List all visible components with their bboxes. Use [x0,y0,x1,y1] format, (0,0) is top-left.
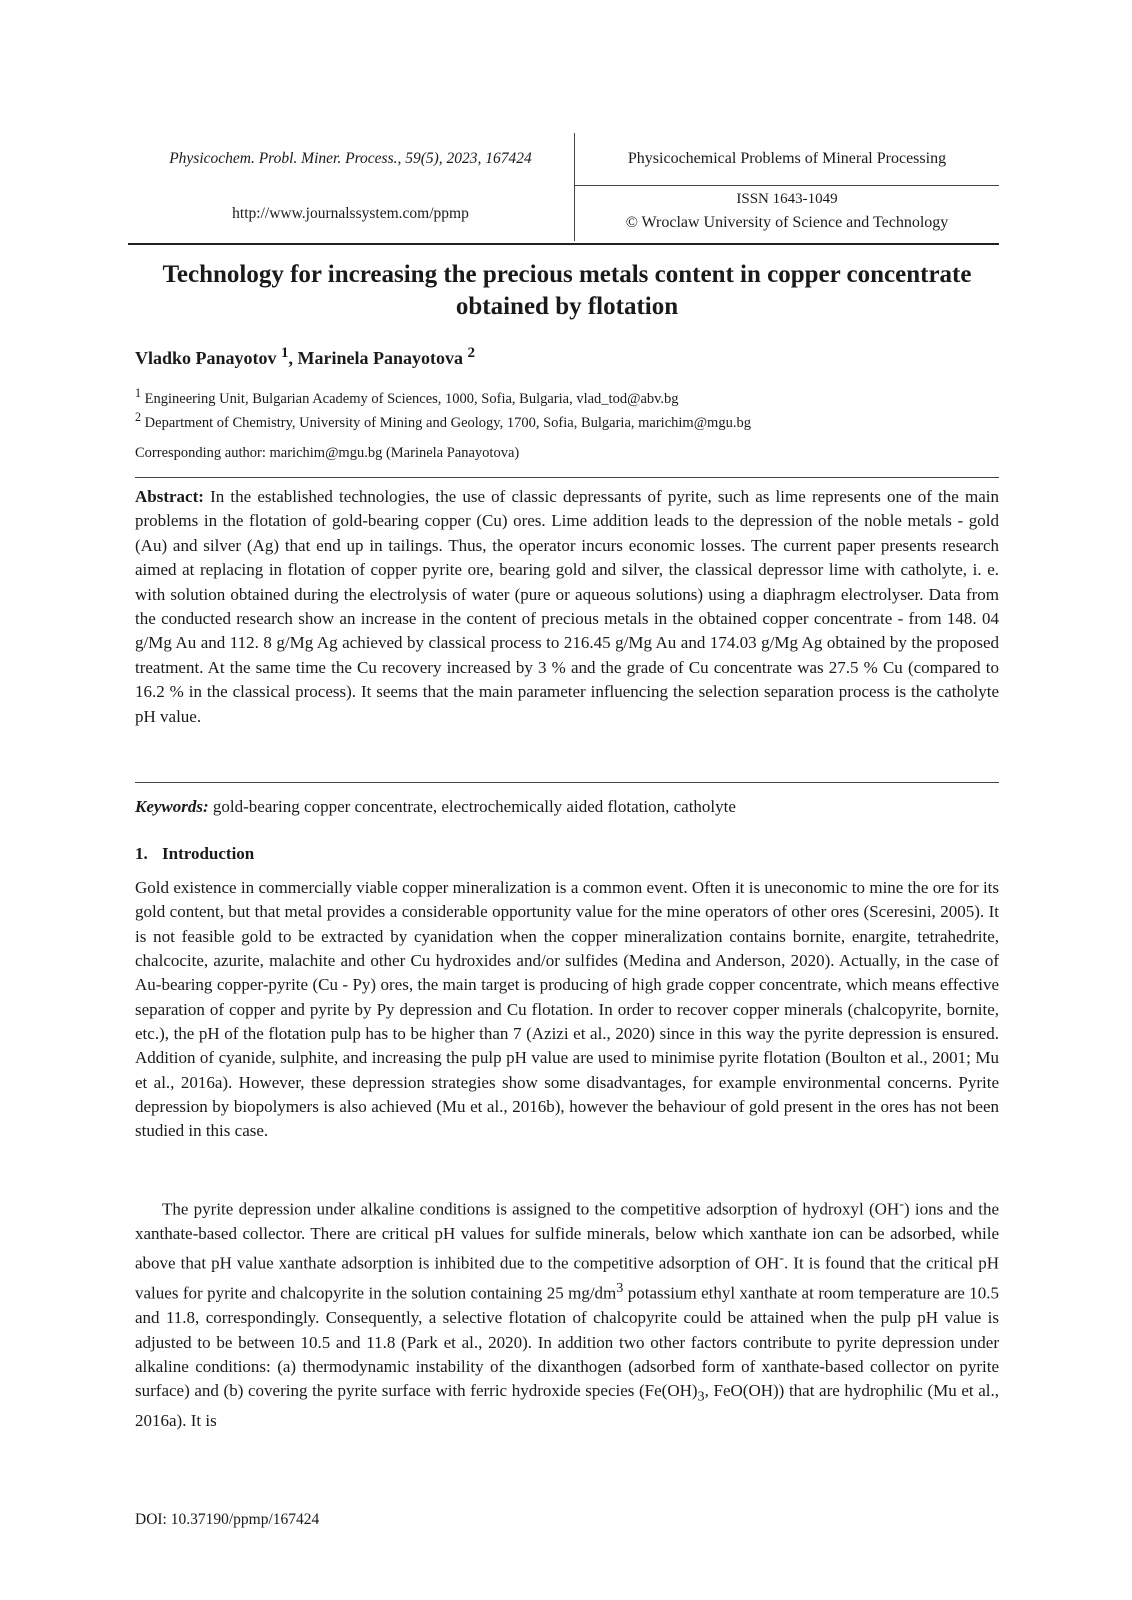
section-title: Introduction [162,844,255,863]
doi-footer: DOI: 10.37190/ppmp/167424 [135,1511,320,1528]
keywords-text: gold-bearing copper concentrate, electrochemically aided flotation, catholyte [212,797,736,816]
affiliation-mark: 1 [135,386,142,400]
affiliation-text: Engineering Unit, Bulgarian Academy of Sciences, 1000, Sofia, Bulgaria, vlad_tod@abv.bg [144,390,679,407]
journal-issn: ISSN 1643-1049 [736,191,838,207]
journal-copyright: © Wroclaw University of Science and Technology [625,214,949,231]
journal-header [128,133,999,245]
affiliation-1 [135,386,679,408]
header-right-cell [575,133,999,241]
header-inner-rule [575,185,999,186]
section-number: 1. [135,844,148,863]
superscript: 3 [616,1280,624,1297]
paragraph-text: potassium ethyl xanthate at room temperature are 10.5 and 11.8, correspondingly. Consequently, a selective flotation of chalcopyrite could be attained when the pulp pH value is adjusted to be between 10.5 and 11.8 (Park et al., 2020). In addition two other factors contribute to pyrite depression under alkaline conditions: (a) thermodynamic instability of the dixanthogen (adsorbed form of xanthate-based collector on pyrite surface) and (b) covering the pyrite surface with ferric hydroxide species (Fe(OH) [135,1284,999,1401]
author-list [135,345,475,369]
author-name: Vladko Panayotov [135,348,277,368]
author-affiliation-mark: 2 [467,345,476,361]
keywords [135,797,999,817]
section-heading [135,844,254,864]
abstract-bottom-rule [135,782,999,783]
author-name: Marinela Panayotova [297,348,464,368]
header-left-cell [128,133,573,241]
abstract-text: In the established technologies, the use of classic depressants of pyrite, such as lime represents one of the main problems in the flotation of gold-bearing copper (Cu) ores. Lime addition leads to the depression of the noble metals - gold (Au) and silver (Ag) that end up in tailings. Thus, the operator incurs economic losses. The current paper presents research aimed at replacing in flotation of copper pyrite ore, bearing gold and silver, the classical depressor lime with catholyte, i. e. with solution obtained during the electrolysis of water (pure or aqueous solutions) using a diaphragm electrolyser. Data from the conducted research show an increase in the content of precious metals in the obtained copper concentrate - from 148. 04 g/Mg Au and 112. 8 g/Mg Ag achieved by classical process to 216.45 g/Mg Au and 174.03 g/Mg Ag obtained by the proposed treatment. At the same time the Cu recovery increased by 3 % and the grade of Cu concentrate was 27.5 % Cu (compared to 16.2 % in the classical process). It seems that the main parameter influencing the selection separation process is the catholyte pH value. [135,487,999,726]
paper-page [135,0,999,1600]
paragraph-text: The pyrite depression under alkaline conditions is assigned to the competitive adsorption of hydroxyl (OH [162,1199,900,1219]
paragraph-text: , FeO(OH)) that are hydrophilic (Mu et al., 2016a). It is [135,1381,1000,1431]
abstract-top-rule [135,477,999,478]
affiliation-mark: 2 [135,410,142,424]
keywords-label: Keywords: [135,797,209,816]
author-affiliation-mark: 1 [281,345,289,361]
body-paragraph: Gold existence in commercially viable copper mineralization is a common event. Often it is uneconomic to mine the ore for its gold content, but that metal provides a considerable opportunity value for the mine operators of other ores (Sceresini, 2005). It is not feasible gold to be extracted by cyanidation when the copper mineralization contains bornite, enargite, tetrahedrite, chalcocite, azurite, malachite and other Cu hydroxides and/or sulfides (Medina and Anderson, 2020). Actually, in the case of Au-bearing copper-pyrite (Cu - Py) ores, the main target is producing of high grade copper concentrate, which means effective separation of copper and pyrite by Py depression and Cu flotation. In order to recover copper minerals (chalcopyrite, bornite, etc.), the pH of the flotation pulp has to be higher than 7 (Azizi et al., 2020) since in this way the pyrite depression is ensured. Addition of cyanide, sulphite, and increasing the pulp pH value are used to minimise pyrite flotation (Boulton et al., 2001; Mu et al., 2016a). However, these depression strategies show some disadvantages, for example environmental concerns. Pyrite depression by biopolymers is also achieved (Mu et al., 2016b), however the behaviour of gold present in the ores has not been studied in this case. [135,878,999,1141]
superscript: - [779,1250,785,1267]
paragraph-text: . It is found that the critical pH values for pyrite and chalcopyrite in the solution containing 25 mg/dm [135,1254,999,1303]
body-paragraph [135,1192,999,1433]
journal-url[interactable]: http://www.journalssystem.com/ppmp [232,205,469,222]
subscript: 3 [697,1388,705,1405]
abstract [135,485,999,729]
paragraph-text: ) ions and the xanthate-based collector. There are critical pH values for sulfide minerals, below which xanthate ion can be adsorbed, while above that pH value xanthate adsorption is inhibited due to the competitive adsorption of OH [135,1199,999,1273]
journal-citation: Physicochem. Probl. Miner. Process., 59(5), 2023, 167424 [169,150,532,167]
author-separator: , [288,348,294,368]
abstract-label: Abstract: [135,487,204,506]
journal-name: Physicochemical Problems of Mineral Processing [627,150,947,167]
affiliation-text: Department of Chemistry, University of Mining and Geology, 1700, Sofia, Bulgaria, marichim@mgu.bg [144,414,751,431]
corresponding-author: Corresponding author: marichim@mgu.bg (Marinela Panayotova) [135,445,520,461]
superscript: - [899,1196,904,1212]
affiliation-2 [135,410,751,432]
paper-title: Technology for increasing the precious metals content in copper concentrate obtained by flotation [162,261,972,320]
